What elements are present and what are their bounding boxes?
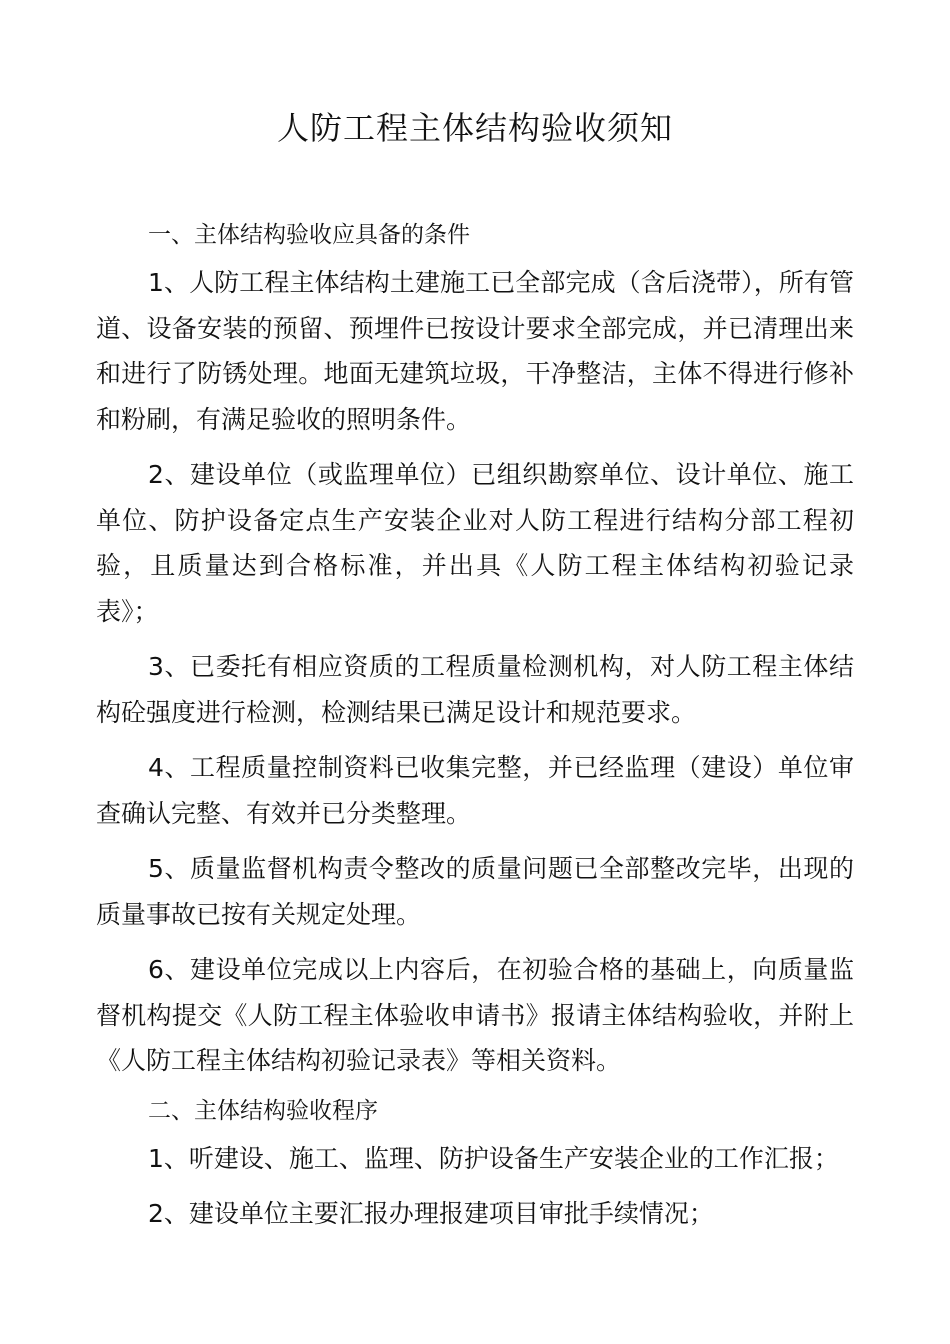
condition-item-5: 5、质量监督机构责令整改的质量问题已全部整改完毕，出现的质量事故已按有关规定处理。 [96, 854, 854, 929]
document-title: 人防工程主体结构验收须知 [276, 109, 673, 147]
condition-item-1: 1、人防工程主体结构土建施工已全部完成（含后浇带），所有管道、设备安装的预留、预埋件已按设计要求全部完成，并已清理出来和进行了防锈处理。地面无建筑垃圾，干净整洁，主体不得进行修补和粉刷，有满足验收的照明条件。 [96, 268, 854, 434]
condition-item-3: 3、已委托有相应资质的工程质量检测机构，对人防工程主体结构砼强度进行检测，检测结果已满足设计和规范要求。 [96, 652, 854, 727]
section-heading-conditions: 一、主体结构验收应具备的条件 [148, 222, 470, 248]
condition-item-6: 6、建设单位完成以上内容后，在初验合格的基础上，向质量监督机构提交《人防工程主体验收申请书》报请主体结构验收，并附上《人防工程主体结构初验记录表》等相关资料。 [96, 955, 854, 1075]
condition-item-2: 2、建设单位（或监理单位）已组织勘察单位、设计单位、施工单位、防护设备定点生产安装企业对人防工程进行结构分部工程初验，且质量达到合格标准，并出具《人防工程主体结构初验记录表》； [96, 460, 854, 626]
procedure-item-2: 2、建设单位主要汇报办理报建项目审批手续情况； [148, 1199, 714, 1228]
procedure-item-1: 1、听建设、施工、监理、防护设备生产安装企业的工作汇报； [148, 1143, 839, 1173]
condition-item-4: 4、工程质量控制资料已收集完整，并已经监理（建设）单位审查确认完整、有效并已分类整理。 [96, 753, 854, 828]
section-heading-procedure: 二、主体结构验收程序 [148, 1097, 378, 1124]
